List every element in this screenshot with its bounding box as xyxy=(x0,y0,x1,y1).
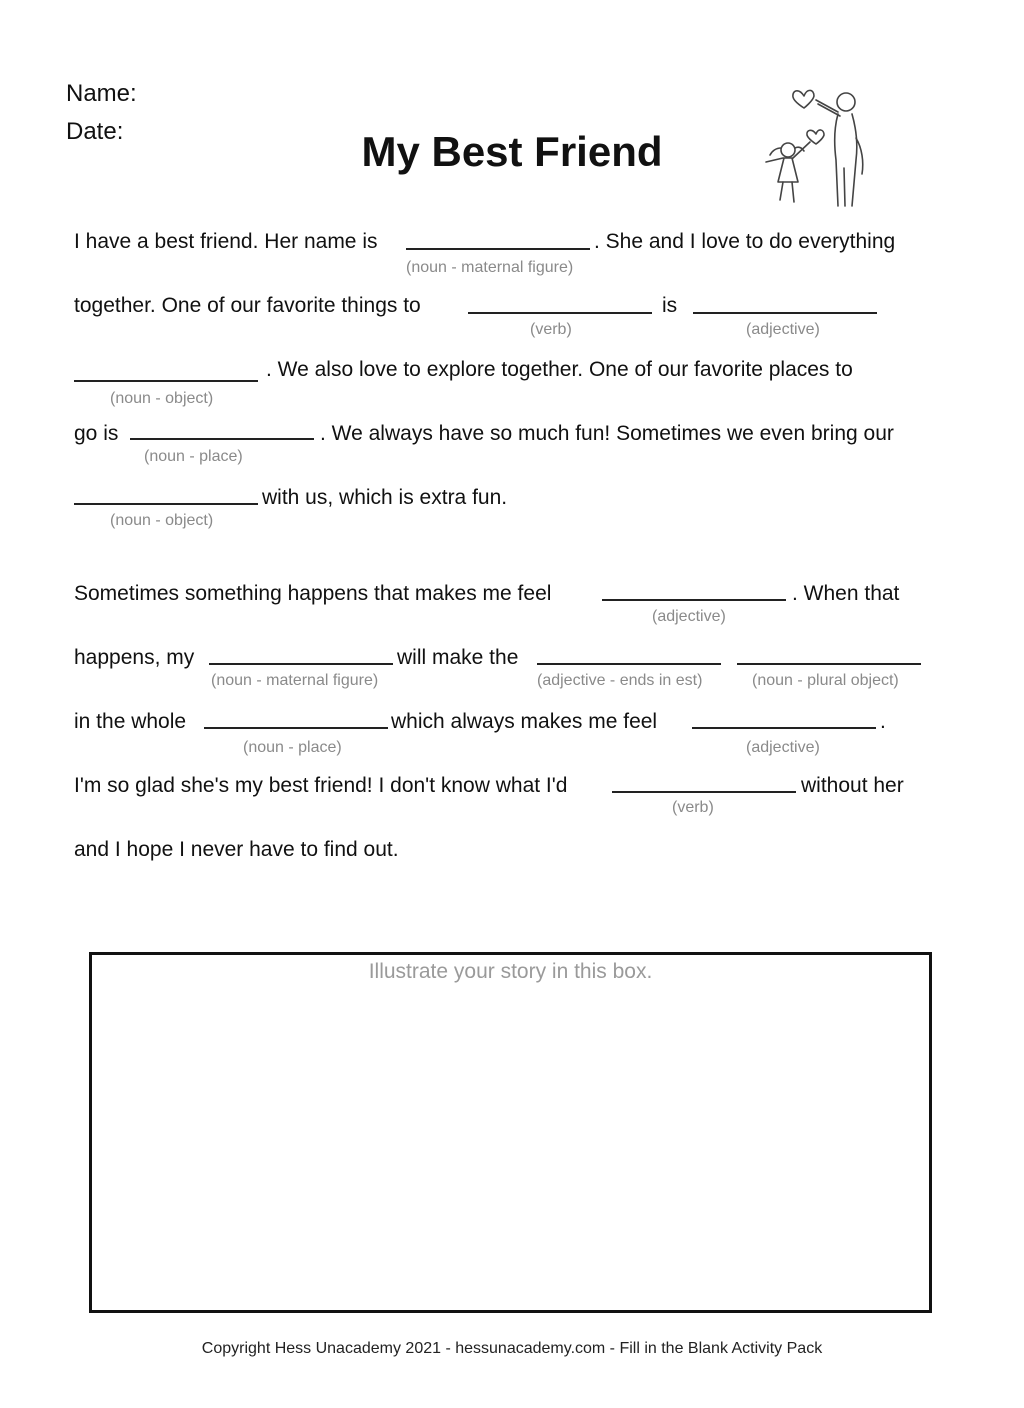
story-line-2b: is xyxy=(662,294,678,317)
story-line-8b: which always makes me feel xyxy=(391,710,658,733)
hint-place-2: (noun - place) xyxy=(243,739,342,756)
story-line-6b: . When that xyxy=(792,582,900,605)
story-line-7a: happens, my xyxy=(74,646,195,669)
blank-object-1[interactable] xyxy=(74,380,258,382)
blank-adjective-est[interactable] xyxy=(537,663,721,665)
story-line-4b: . We always have so much fun! Sometimes we even bring our xyxy=(320,422,894,445)
copyright-footer: Copyright Hess Unacademy 2021 - hessunacademy.com - Fill in the Blank Activity Pack xyxy=(201,1340,823,1357)
blank-place-1[interactable] xyxy=(130,438,314,440)
blank-verb-1[interactable] xyxy=(468,312,652,314)
story-line-9b: without her xyxy=(801,774,904,797)
blank-adjective-1[interactable] xyxy=(693,312,877,314)
blank-plural-object[interactable] xyxy=(737,663,921,665)
blank-verb-2[interactable] xyxy=(612,791,796,793)
hint-place-1: (noun - place) xyxy=(144,448,243,465)
hint-verb-2: (verb) xyxy=(672,799,714,816)
date-label: Date: xyxy=(66,118,124,145)
story-line-10: and I hope I never have to find out. xyxy=(74,838,399,861)
story-line-4a: go is xyxy=(74,422,119,445)
story-line-1b: . She and I love to do everything xyxy=(594,230,896,253)
parent-child-hearts-icon xyxy=(752,78,882,218)
blank-adjective-3[interactable] xyxy=(692,727,876,729)
story-line-1a: I have a best friend. Her name is xyxy=(74,230,378,253)
hint-adjective-3: (adjective) xyxy=(746,739,820,756)
story-line-2a: together. One of our favorite things to xyxy=(74,294,421,317)
illustration-box-label: Illustrate your story in this box. xyxy=(368,960,653,983)
hint-object-1: (noun - object) xyxy=(110,390,214,407)
blank-place-2[interactable] xyxy=(204,727,388,729)
hint-adjective-est: (adjective - ends in est) xyxy=(537,672,703,689)
story-line-9a: I'm so glad she's my best friend! I don't know what I'd xyxy=(74,774,568,797)
story-line-7b: will make the xyxy=(397,646,519,669)
story-line-6a: Sometimes something happens that makes me feel xyxy=(74,582,552,605)
hint-maternal-figure-1: (noun - maternal figure) xyxy=(406,259,574,276)
blank-object-2[interactable] xyxy=(74,503,258,505)
hint-adjective-2: (adjective) xyxy=(652,608,726,625)
hint-adjective-1: (adjective) xyxy=(746,321,820,338)
page-title: My Best Friend xyxy=(361,128,663,175)
name-label: Name: xyxy=(66,80,137,107)
illustration-box[interactable] xyxy=(89,952,932,1313)
hint-object-2: (noun - object) xyxy=(110,512,214,529)
hint-maternal-figure-2: (noun - maternal figure) xyxy=(211,672,379,689)
story-line-8c: . xyxy=(880,710,886,733)
hint-plural-object: (noun - plural object) xyxy=(752,672,899,689)
blank-maternal-figure-2[interactable] xyxy=(209,663,393,665)
hint-verb-1: (verb) xyxy=(530,321,572,338)
story-line-3a: . We also love to explore together. One of our favorite places to xyxy=(266,358,853,381)
blank-maternal-figure-1[interactable] xyxy=(406,248,590,250)
story-line-8a: in the whole xyxy=(74,710,187,733)
story-line-5a: with us, which is extra fun. xyxy=(262,486,508,509)
blank-adjective-2[interactable] xyxy=(602,599,786,601)
